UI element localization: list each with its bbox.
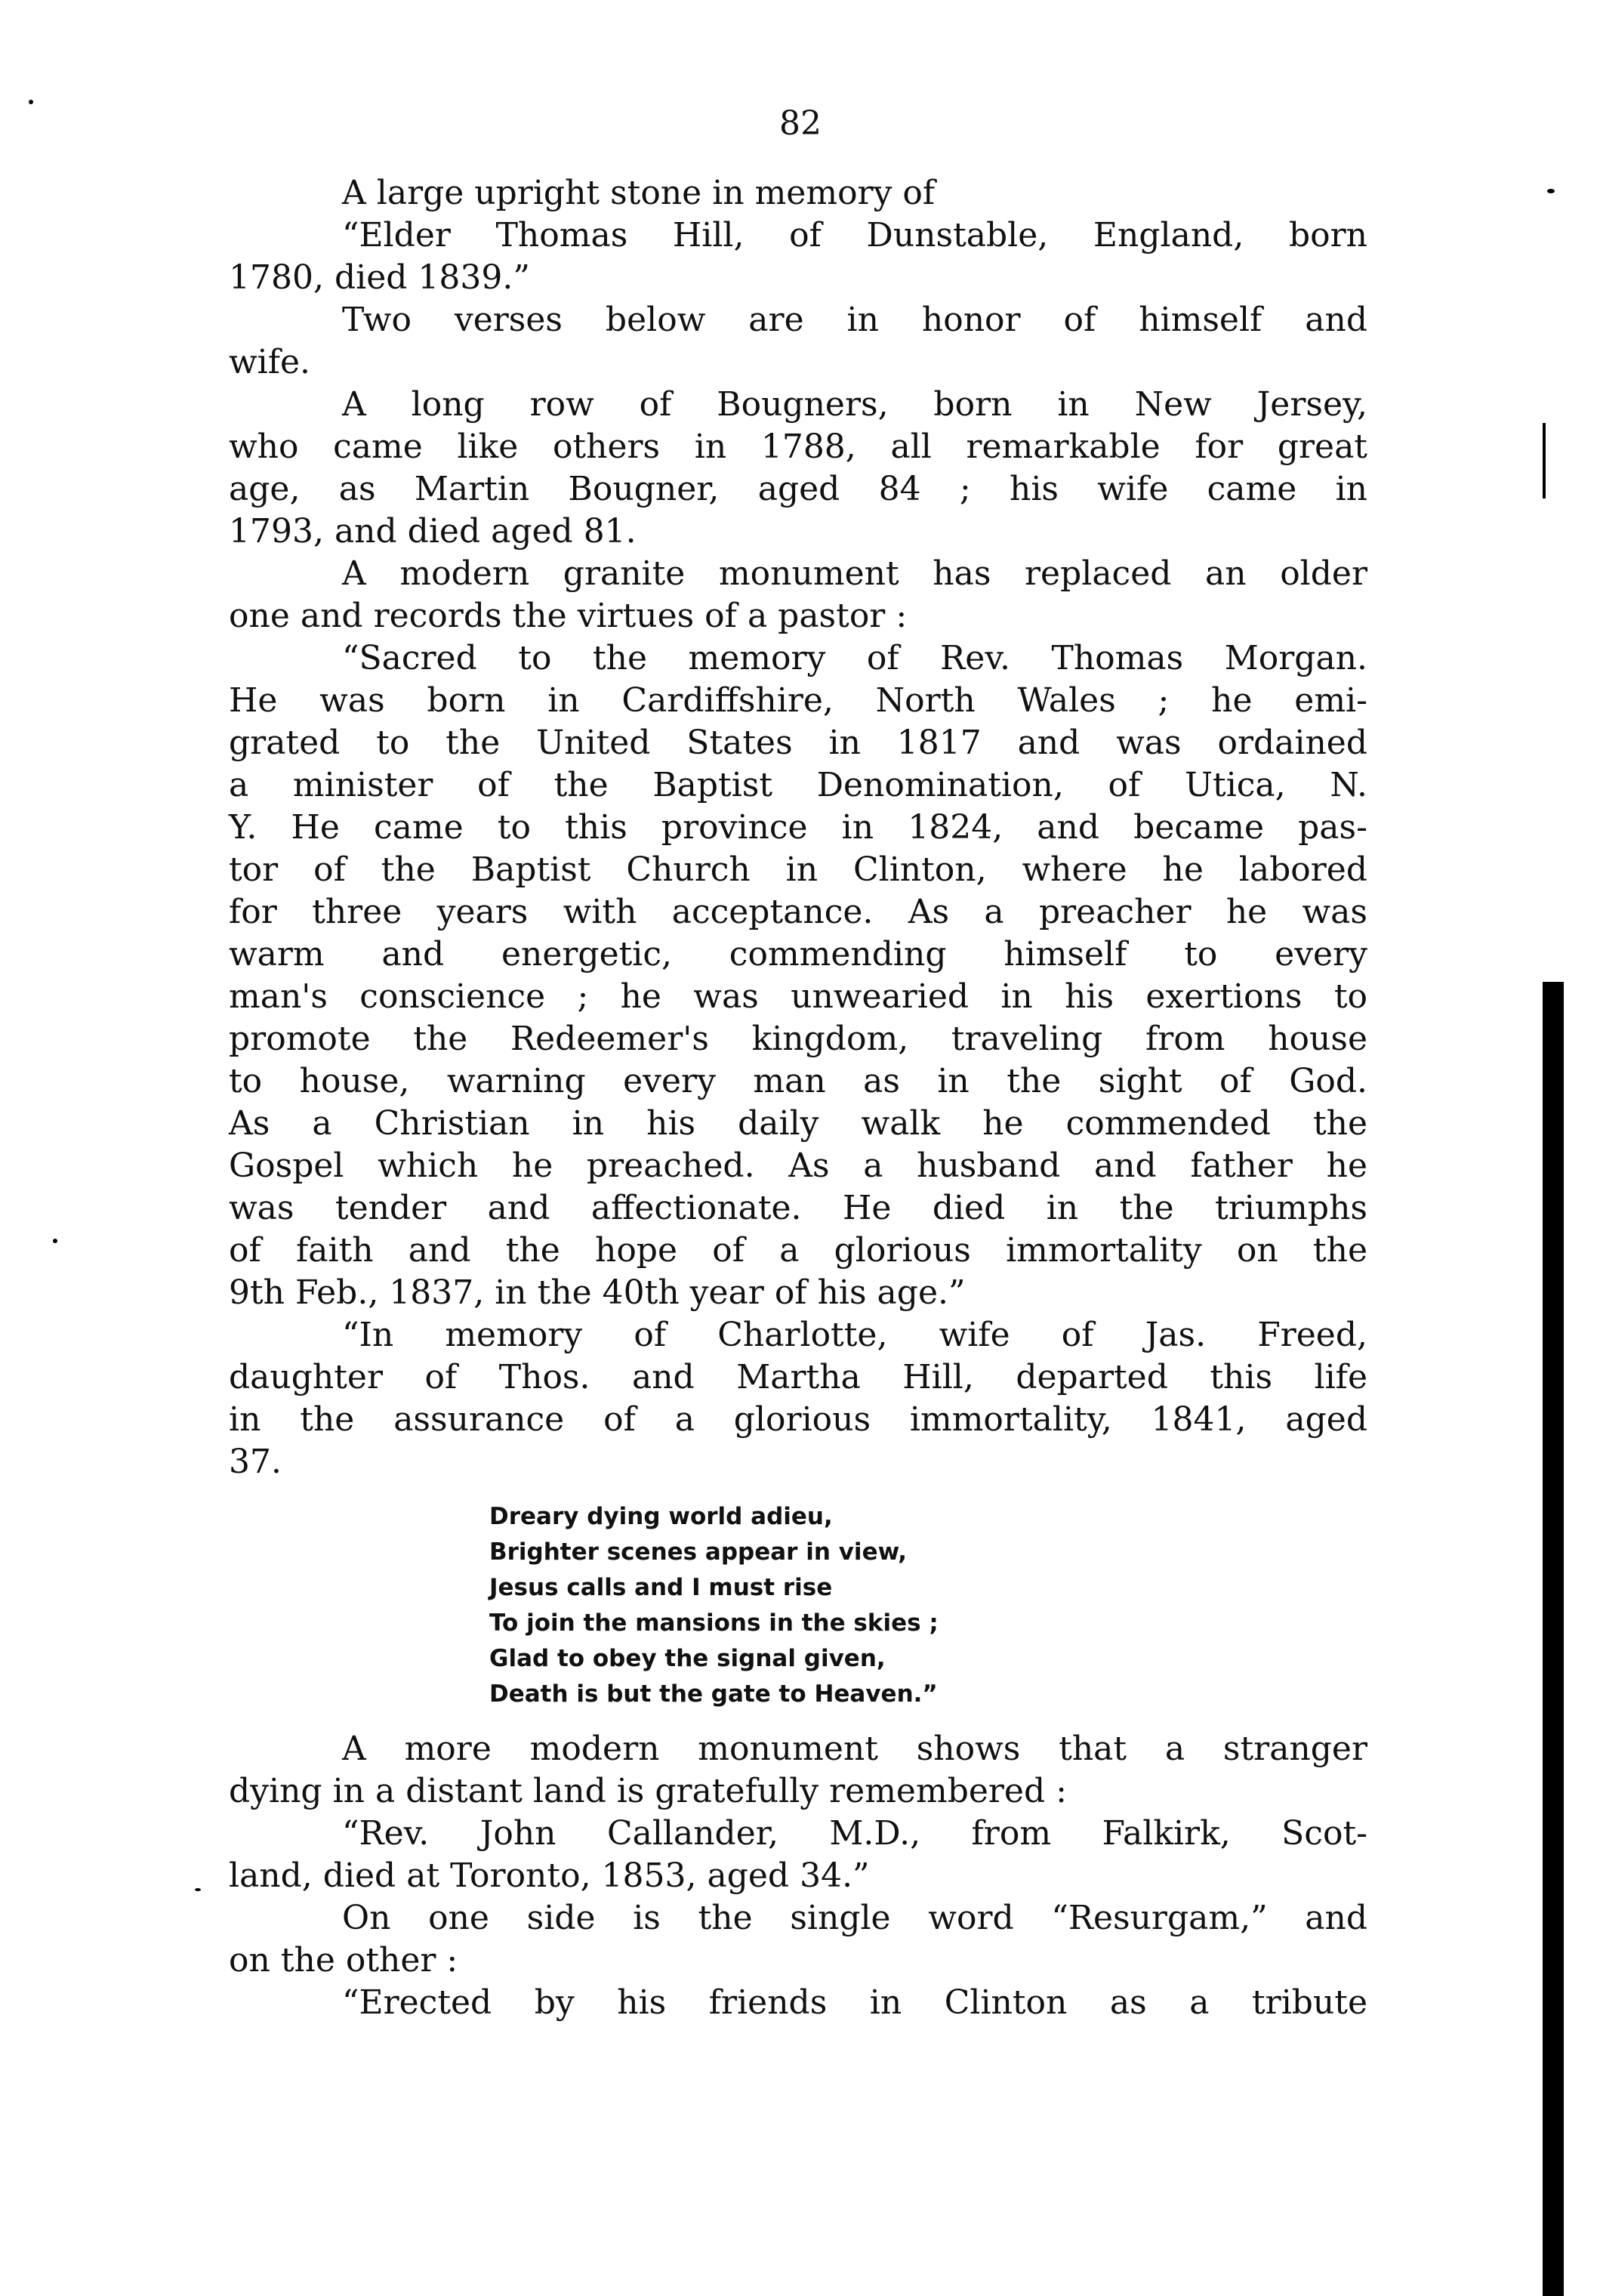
text-line: As a Christian in his daily walk he commended the	[229, 1104, 1367, 1143]
text-line: to house, warning every man as in the sight of God.	[229, 1062, 1367, 1100]
page-number: 82	[779, 104, 822, 143]
scan-speck	[29, 100, 33, 104]
text-line: “Rev. John Callander, M.D., from Falkirk, Scot-	[342, 1814, 1367, 1853]
text-line: 37.	[229, 1443, 282, 1481]
text-line: in the assurance of a glorious immortality, 1841, aged	[229, 1400, 1367, 1439]
text-line: warm and energetic, commending himself to every	[229, 935, 1367, 974]
text-line: A modern granite monument has replaced an older	[342, 554, 1367, 593]
text-line: 1780, died 1839.”	[229, 258, 530, 297]
scan-speck	[53, 1239, 57, 1243]
text-line: tor of the Baptist Church in Clinton, where he labored	[229, 850, 1367, 889]
text-line: wife.	[229, 343, 311, 381]
body-text-upper	[229, 172, 1367, 1483]
text-line: On one side is the single word “Resurgam,” and	[342, 1899, 1367, 1937]
text-line: 1793, and died aged 81.	[229, 512, 637, 551]
poem-line: Death is but the gate to Heaven.”	[489, 1680, 938, 1708]
scan-speck	[1547, 189, 1555, 193]
scan-speck	[195, 1888, 201, 1891]
text-line: Two verses below are in honor of himself and	[342, 301, 1367, 339]
text-line: grated to the United States in 1817 and was ordained	[229, 724, 1367, 762]
text-line: “In memory of Charlotte, wife of Jas. Freed,	[342, 1316, 1367, 1354]
text-line: dying in a distant land is gratefully remembered :	[229, 1772, 1067, 1810]
text-line: man's conscience ; he was unwearied in his exertions to	[229, 977, 1367, 1016]
poem-line: Jesus calls and I must rise	[489, 1574, 833, 1601]
poem-line: Glad to obey the signal given,	[489, 1645, 886, 1672]
text-line: promote the Redeemer's kingdom, traveling from house	[229, 1020, 1367, 1058]
poem-line: Brighter scenes appear in view,	[489, 1538, 908, 1566]
epitaph-poem	[489, 1499, 1169, 1712]
scan-binding-edge	[1543, 982, 1564, 2296]
text-line: Gospel which he preached. As a husband and father he	[229, 1146, 1367, 1185]
text-line: daughter of Thos. and Martha Hill, departed this life	[229, 1358, 1367, 1396]
text-line: was tender and affectionate. He died in the triumphs	[229, 1189, 1367, 1227]
text-line: age, as Martin Bougner, aged 84 ; his wife came in	[229, 470, 1367, 508]
text-line: on the other :	[229, 1941, 458, 1980]
text-line: “Elder Thomas Hill, of Dunstable, England, born	[342, 216, 1367, 255]
text-line: A more modern monument shows that a stranger	[342, 1730, 1367, 1768]
text-line: land, died at Toronto, 1853, aged 34.”	[229, 1856, 870, 1895]
text-line: one and records the virtues of a pastor :	[229, 597, 908, 635]
text-line: A large upright stone in memory of	[342, 174, 936, 212]
text-line: who came like others in 1788, all remarkable for great	[229, 427, 1367, 466]
text-line: a minister of the Baptist Denomination, of Utica, N.	[229, 766, 1367, 804]
text-line: of faith and the hope of a glorious immortality on the	[229, 1231, 1367, 1270]
poem-line: To join the mansions in the skies ;	[489, 1609, 939, 1637]
text-line: for three years with acceptance. As a preacher he was	[229, 893, 1367, 931]
text-line: A long row of Bougners, born in New Jersey,	[342, 385, 1367, 424]
text-line: He was born in Cardiffshire, North Wales ; he emi-	[229, 681, 1367, 720]
text-line: Y. He came to this province in 1824, and became pas-	[229, 808, 1367, 847]
body-text-lower	[229, 1728, 1367, 2024]
poem-line: Dreary dying world adieu,	[489, 1503, 833, 1530]
text-line: “Erected by his friends in Clinton as a tribute	[342, 1983, 1367, 2022]
text-line: “Sacred to the memory of Rev. Thomas Morgan.	[342, 639, 1367, 677]
scan-margin-line	[1543, 423, 1546, 498]
text-line: 9th Feb., 1837, in the 40th year of his age.”	[229, 1273, 966, 1312]
